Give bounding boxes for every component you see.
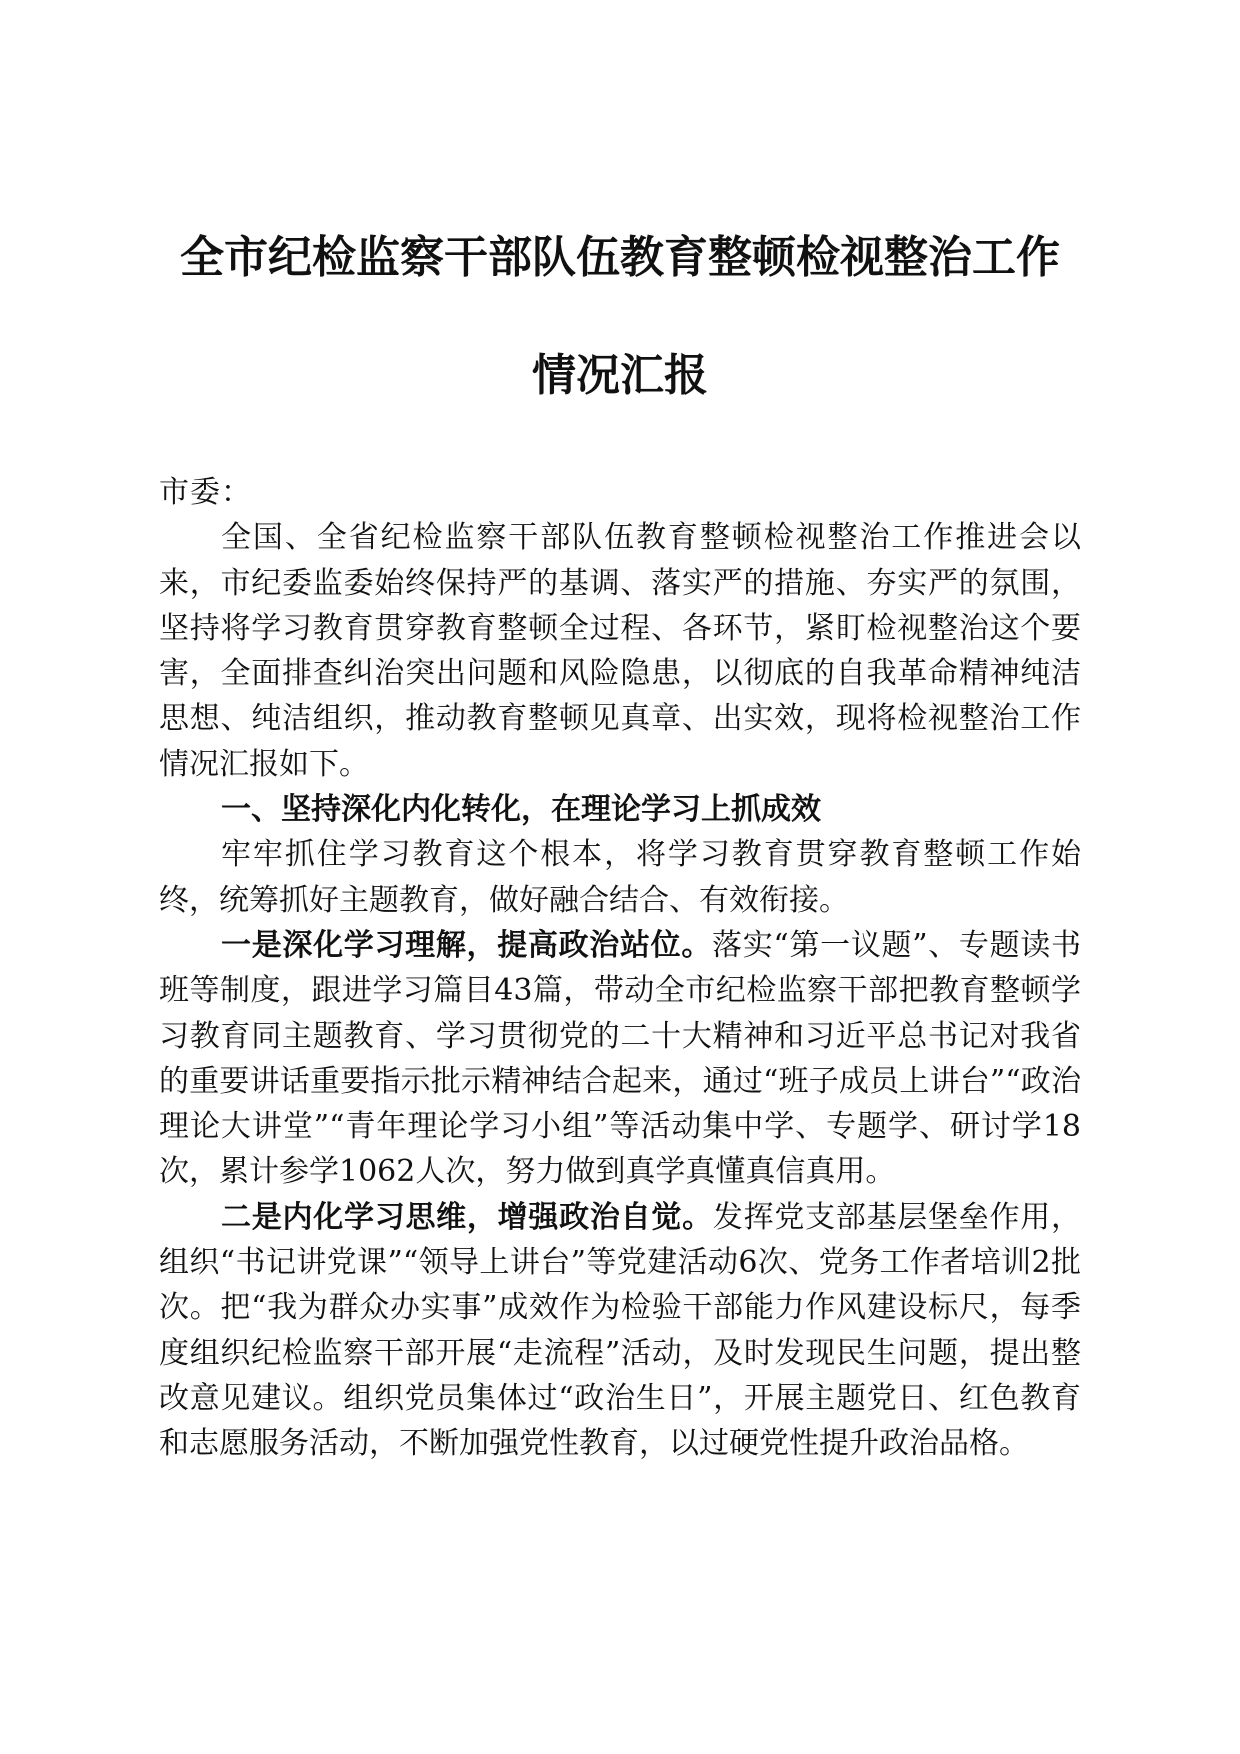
intro-paragraph: 全国、全省纪检监察干部队伍教育整顿检视整治工作推进会以来，市纪委监委始终保持严的基调、落实严的措施、夯实严的氛围，坚持将学习教育贯穿教育整顿全过程、各环节，紧盯检视整治这个要害，全面排查纠治突出问题和风险隐患，以彻底的自我革命精神纯洁思想、纯洁组织，推动教育整顿见真章、出实效，现将检视整治工作情况汇报如下。 <box>159 520 1081 782</box>
document-title-line-1: 全市纪检监察干部队伍教育整顿检视整治工作 <box>180 232 1060 283</box>
item-2-text: 发挥党支部基层堡垒作用，组织“书记讲党课”“领导上讲台”等党建活动6次、党务工作者培训2批次。把“我为群众办实事”成效作为检验干部能力作风建设标尺，每季度组织纪检监察干部开展“走流程”活动，及时发现民生问题，提出整改意见建议。组织党员集体过“政治生日”，开展主题党日、红色教育和志愿服务活动，不断加强党性教育，以过硬党性提升政治品格。 <box>159 1199 1082 1462</box>
item-1-lead: 一是深化学习理解，提高政治站位。 <box>221 927 713 963</box>
item-1-text: 落实“第一议题”、专题读书班等制度，跟进学习篇目43篇，带动全市纪检监察干部把教育整顿学习教育同主题教育、学习贯彻党的二十大精神和习近平总书记对我省的重要讲话重要指示批示精神结合起来，通过“班子成员上讲台”“政治理论大讲堂”“青年理论学习小组”等活动集中学、专题学、研讨学18次，累计参学1062人次，努力做到真学真懂真信真用。 <box>159 927 1081 1190</box>
salutation: 市委： <box>159 475 252 510</box>
document-title-line-2: 情况汇报 <box>532 350 708 401</box>
item-2-paragraph <box>159 1195 1081 1467</box>
section-1-heading: 一、坚持深化内化转化，在理论学习上抓成效 <box>221 792 821 828</box>
item-2-lead: 二是内化学习思维，增强政治自觉。 <box>221 1199 713 1235</box>
document-body <box>159 470 1081 1467</box>
section-1-intro-paragraph: 牢牢抓住学习教育这个根本，将学习教育贯穿教育整顿工作始终，统筹抓好主题教育，做好融合结合、有效衔接。 <box>159 837 1081 918</box>
item-1-paragraph <box>159 923 1081 1195</box>
